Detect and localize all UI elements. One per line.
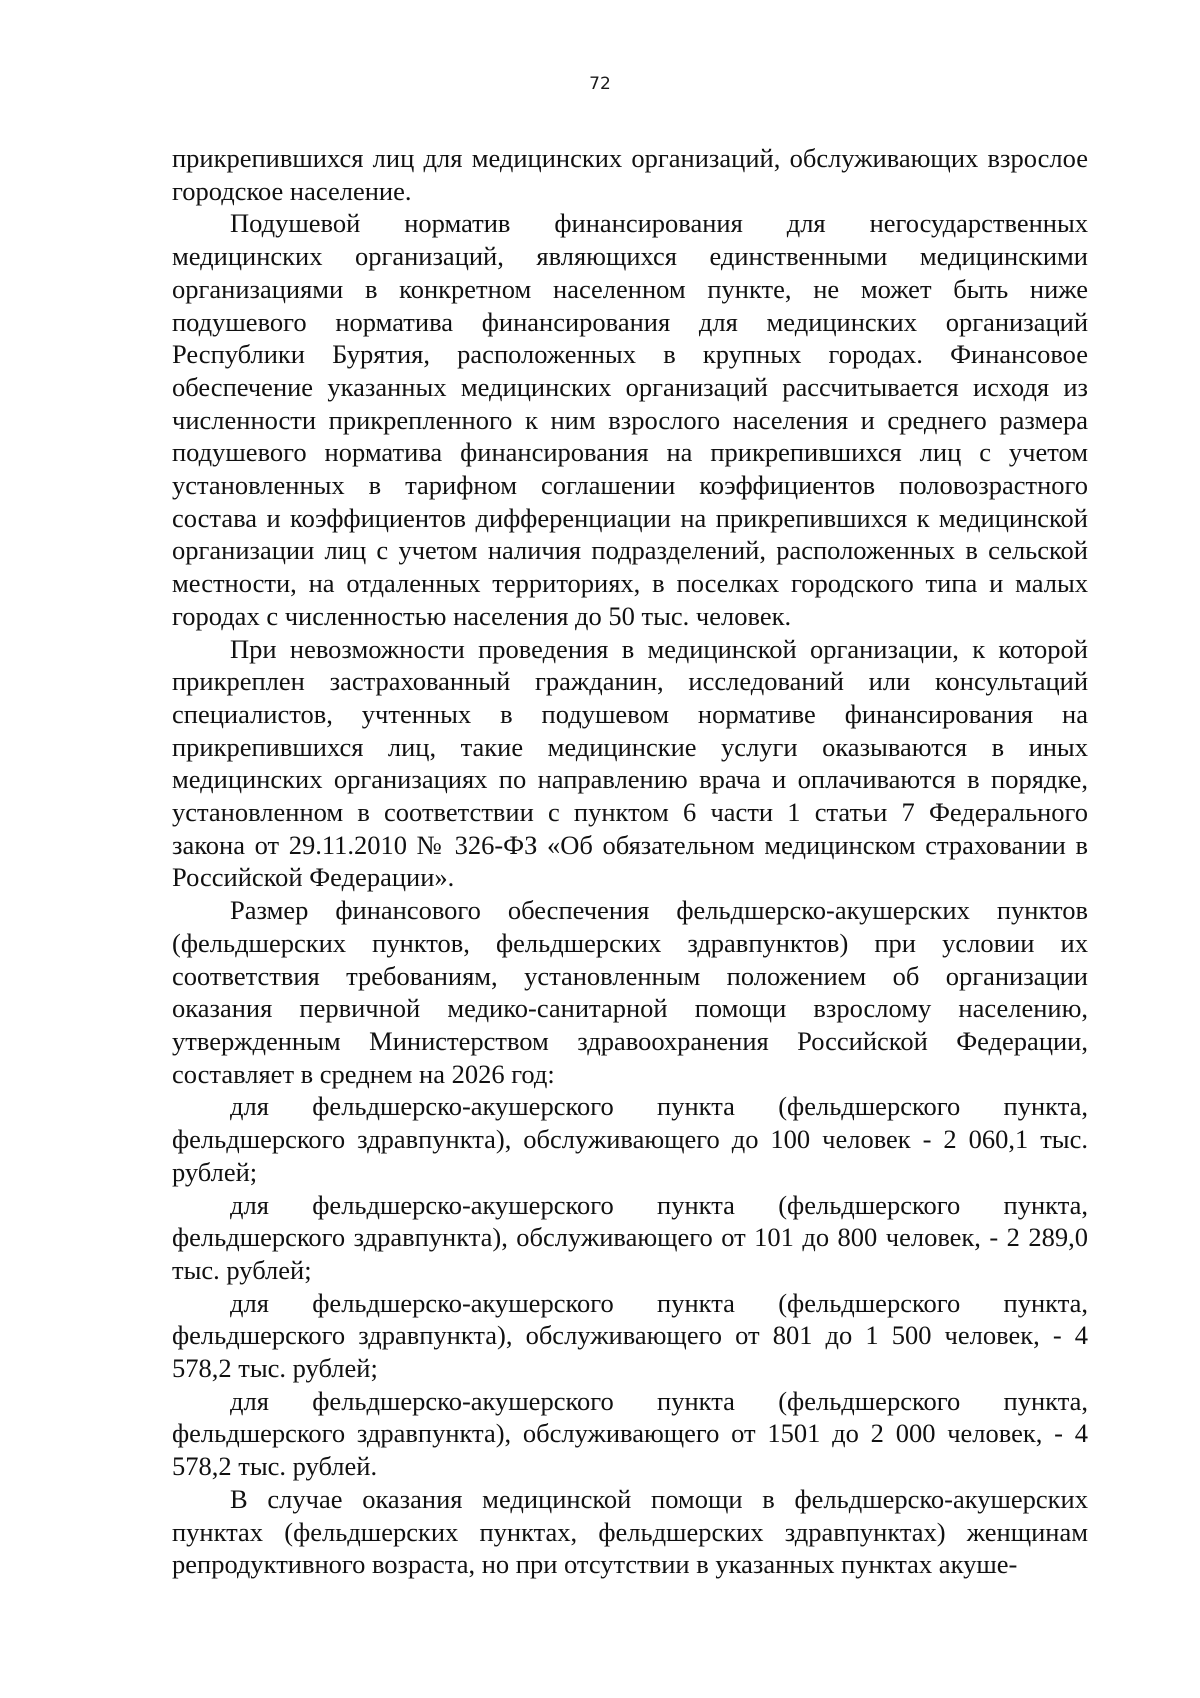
paragraph-reproductive-age-care: В случае оказания медицинской помощи в фельдшерско-акушерских пунктах (фельдшерских пунктах, фельдшерских здравпунктах) женщинам репродуктивного возраста, но при отсутствии в указанных пунктах акуше- xyxy=(172,1483,1088,1580)
paragraph-fap-funding-intro: Размер финансового обеспечения фельдшерско-акушерских пунктов (фельдшерских пунктов, фельдшерских здравпунктов) при условии их соответствия требованиям, установленным положением об организации оказания первичной медико-санитарной помощи взрослому населению, утвержденным Министерством здравоохранения Российской Федерации, составляет в среднем на 2026 год: xyxy=(172,895,1088,1089)
paragraph-continuation: прикрепившихся лиц для медицинских организаций, обслуживающих взрослое городское население. xyxy=(172,143,1088,206)
page-number: 72 xyxy=(589,74,611,94)
list-item-fap-up-to-100: для фельдшерско-акушерского пункта (фельдшерского пункта, фельдшерского здравпункта), обслуживающего до 100 человек - 2 060,1 тыс. рублей; xyxy=(172,1091,1088,1187)
document-body xyxy=(172,142,1088,1581)
paragraph-capitation-standard: Подушевой норматив финансирования для негосударственных медицинских организаций, являющихся единственными медицинскими организациями в конкретном населенном пункте, не может быть ниже подушевого норматива финансирования для медицинских организаций Республики Бурятия, расположенных в крупных городах. Финансовое обеспечение указанных медицинских организаций рассчитывается исходя из численности прикрепленного к ним взрослого населения и среднего размера подушевого норматива финансирования на прикрепившихся лиц с учетом установленных в тарифном соглашении коэффициентов половозрастного состава и коэффициентов дифференциации на прикрепившихся к медицинской организации лиц с учетом наличия подразделений, расположенных в сельской местности, на отдаленных территориях, в поселках городского типа и малых городах с численностью населения до 50 тыс. человек. xyxy=(172,208,1088,631)
paragraph-referral-services: При невозможности проведения в медицинской организации, к которой прикреплен застрахованный гражданин, исследований или консультаций специалистов, учтенных в подушевом нормативе финансирования на прикрепившихся лиц, такие медицинские услуги оказываются в иных медицинских организациях по направлению врача и оплачиваются в порядке, установленном в соответствии с пунктом 6 части 1 статьи 7 Федерального закона от 29.11.2010 № 326-ФЗ «Об обязательном медицинском страховании в Российской Федерации». xyxy=(172,633,1088,893)
list-item-fap-801-1500: для фельдшерско-акушерского пункта (фельдшерского пункта, фельдшерского здравпункта), обслуживающего от 801 до 1 500 человек, - 4 578,2 тыс. рублей; xyxy=(172,1287,1088,1384)
list-item-fap-1501-2000: для фельдшерско-акушерского пункта (фельдшерского пункта, фельдшерского здравпункта), обслуживающего от 1501 до 2 000 человек, - 4 578,2 тыс. рублей. xyxy=(172,1385,1088,1482)
list-item-fap-101-800: для фельдшерско-акушерского пункта (фельдшерского пункта, фельдшерского здравпункта), обслуживающего от 101 до 800 человек, - 2 289,0 тыс. рублей; xyxy=(172,1189,1088,1285)
